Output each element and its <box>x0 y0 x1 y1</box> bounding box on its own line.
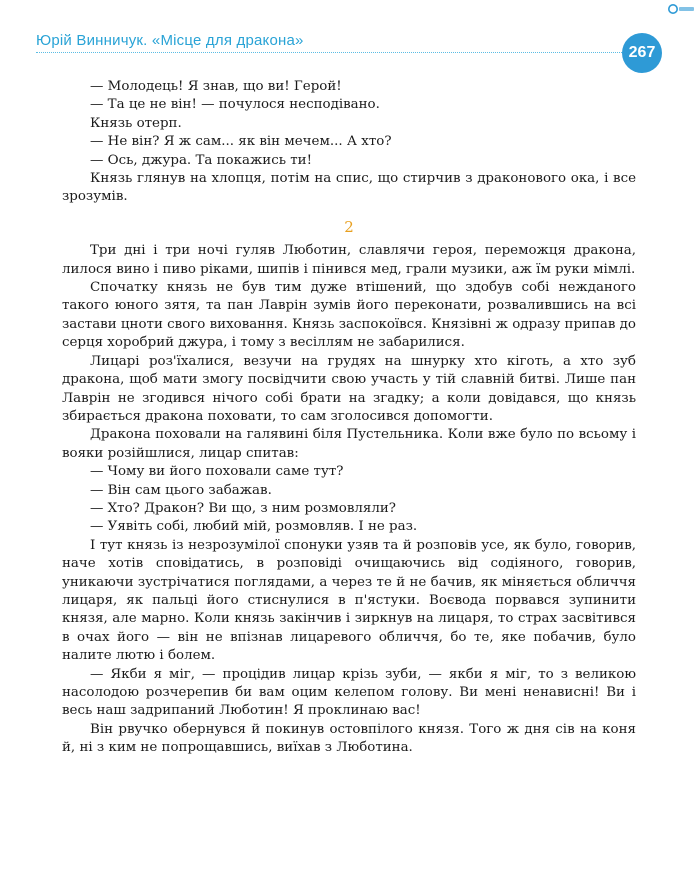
paragraph: Він рвучко обернувся й покинув остовпілого князя. Того ж дня сів на коня й, ні з ким не попрощавшись, виїхав з Люботина. <box>62 721 636 756</box>
paragraph: — Не він? Я ж сам... як він мечем... А хто? <box>90 134 392 150</box>
header-divider <box>36 52 626 53</box>
dialogue-line: — Хто? Дракон? Ви що, з ним розмовляли? <box>90 500 396 516</box>
page-body <box>62 78 636 758</box>
paragraph: Князь отерп. <box>90 115 182 131</box>
paragraph: — Якби я міг, — процідив лицар крізь зуби, — якби я міг, то з великою насолодою розчерепив би вам оцим келепом голову. Ви мені ненависні! Ви і весь наш задрипаний Люботин! Я проклинаю вас! <box>62 666 636 719</box>
running-title: Юрій Винничук. «Місце для дракона» <box>36 32 304 49</box>
paragraph: — Ось, джура. Та покажись ти! <box>90 152 312 168</box>
paragraph: Князь глянув на хлопця, потім на спис, що стирчив з драконового ока, і все зрозумів. <box>62 171 636 205</box>
section-number: 2 <box>344 217 354 236</box>
dialogue-line: — Чому ви його поховали саме тут? <box>90 464 344 480</box>
dialogue-line: — Він сам цього забажав. <box>90 482 272 498</box>
paragraph: — Молодець! Я знав, що ви! Герой! <box>90 79 342 94</box>
paragraph: Три дні і три ночі гуляв Люботин, славлячи героя, переможця дракона, лилося вино і пиво ріками, шипів і пінився мед, грали музики, аж їм руки мімлі. <box>62 243 636 277</box>
page-number-badge: 267 <box>622 33 662 73</box>
paragraph: І тут князь із незрозумілої спонуки узяв та й розповів усе, як було, говорив, наче хотів сповідатись, в розповіді очищаючись від содіяного, говорив, уникаючи зустрічатися поглядами, а через те й не бачив, як міняється обличчя лицаря, як пальці його стиснулися в п'ястуки. Воєвода порвався зупинити князя, але марно. Коли князь закінчив і зиркнув на лицаря, то страх засвітився в очах його — він не впізнав лицаревого обличчя, бо те, яке побачив, було налите лютю і болем. <box>62 537 636 664</box>
page-header <box>36 32 624 54</box>
paragraph: Лицарі роз'їхалися, везучи на грудях на шнурку хто кіготь, а хто зуб дракона, щоб мати змогу посвідчити свою участь у тій славній битві. Лише пан Лаврін не згодився нічого собі брати на згадку; а коли довідався, що князь збирається дракона поховати, то сам зголосився допомогти. <box>62 353 636 424</box>
dialogue-line: — Уявіть собі, любий мій, розмовляв. І не раз. <box>90 519 418 535</box>
paragraph: — Та це не він! — почулося несподівано. <box>90 97 380 113</box>
publisher-logo-icon <box>668 3 696 15</box>
paragraph: Спочатку князь не був тим дуже втішений, що здобув собі нежданого такого юного зятя, та пан Лаврін зумів його переконати, розвалившись на всі застави цноти свого виховання. Князь заспокоївся. Князівні ж одразу припав до серця хоробрий джура, і тому з весіллям не забарилися. <box>62 280 636 351</box>
paragraph: Дракона поховали на галявині біля Пустельника. Коли вже було по всьому і вояки розійшлися, лицар спитав: <box>62 427 636 461</box>
